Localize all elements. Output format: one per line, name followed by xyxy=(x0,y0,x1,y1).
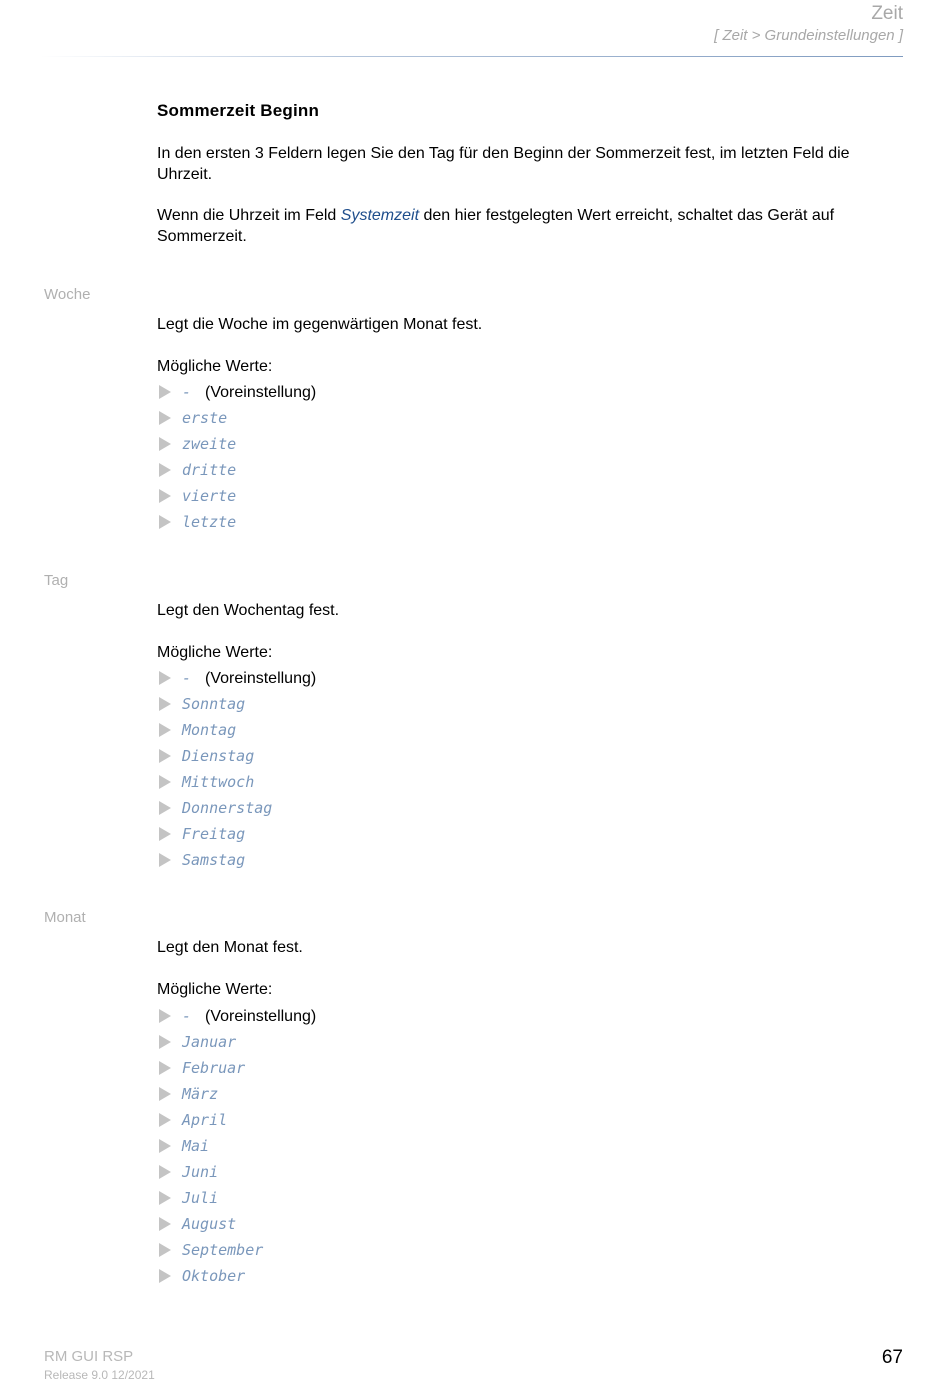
triangle-bullet-icon xyxy=(159,463,171,477)
list-item xyxy=(157,821,316,847)
field-label-woche: Woche xyxy=(44,286,91,303)
list-item xyxy=(157,457,316,483)
value-option: zweite xyxy=(182,435,237,453)
values-heading-tag: Mögliche Werte: xyxy=(157,644,273,661)
value-option: September xyxy=(182,1241,264,1259)
value-option: dritte xyxy=(182,461,237,479)
value-option: April xyxy=(182,1111,228,1129)
list-item xyxy=(157,1055,316,1081)
triangle-bullet-icon xyxy=(159,1243,171,1257)
value-option: März xyxy=(182,1085,219,1103)
default-note: (Voreinstellung) xyxy=(205,384,317,401)
triangle-bullet-icon xyxy=(159,1009,171,1023)
triangle-bullet-icon xyxy=(159,671,171,685)
field-description-tag: Legt den Wochentag fest. xyxy=(157,602,340,619)
footer-product: RM GUI RSP xyxy=(44,1348,134,1365)
value-option: Samstag xyxy=(182,851,246,869)
triangle-bullet-icon xyxy=(159,437,171,451)
list-item xyxy=(157,509,316,535)
header-title: Zeit xyxy=(871,3,903,24)
triangle-bullet-icon xyxy=(159,489,171,503)
paragraph-text-before: Wenn die Uhrzeit im Feld xyxy=(157,207,341,224)
header-divider xyxy=(40,56,903,57)
value-option: erste xyxy=(182,409,228,427)
triangle-bullet-icon xyxy=(159,801,171,815)
triangle-bullet-icon xyxy=(159,853,171,867)
list-item xyxy=(157,431,316,457)
list-item xyxy=(157,1029,316,1055)
list-item xyxy=(157,1159,316,1185)
paragraph-text-after: den hier festgelegten Wert erreicht, schaltet das Gerät auf Sommerzeit. xyxy=(157,207,835,245)
triangle-bullet-icon xyxy=(159,1217,171,1231)
values-list-tag xyxy=(157,665,316,873)
value-option: Juli xyxy=(182,1189,219,1207)
list-item xyxy=(157,379,316,405)
field-label-monat: Monat xyxy=(44,909,86,926)
value-option: August xyxy=(182,1215,237,1233)
triangle-bullet-icon xyxy=(159,749,171,763)
triangle-bullet-icon xyxy=(159,385,171,399)
list-item xyxy=(157,405,316,431)
intro-paragraph: In den ersten 3 Feldern legen Sie den Tag für den Beginn der Sommerzeit fest, im letzten Feld die Uhrzeit. xyxy=(157,145,850,183)
value-option: Sonntag xyxy=(182,695,246,713)
list-item xyxy=(157,483,316,509)
section-title: Sommerzeit Beginn xyxy=(157,101,320,120)
list-item xyxy=(157,1263,316,1289)
list-item xyxy=(157,1003,316,1029)
system-time-paragraph xyxy=(157,205,905,247)
triangle-bullet-icon xyxy=(159,723,171,737)
triangle-bullet-icon xyxy=(159,1035,171,1049)
value-option: Montag xyxy=(182,721,237,739)
list-item xyxy=(157,1081,316,1107)
value-option: Freitag xyxy=(182,825,246,843)
triangle-bullet-icon xyxy=(159,1139,171,1153)
page-number: 67 xyxy=(881,1347,903,1368)
value-option: Donnerstag xyxy=(182,799,273,817)
triangle-bullet-icon xyxy=(159,515,171,529)
values-heading-monat: Mögliche Werte: xyxy=(157,981,273,998)
value-option: Dienstag xyxy=(182,747,255,765)
triangle-bullet-icon xyxy=(159,1269,171,1283)
systemzeit-link[interactable]: Systemzeit xyxy=(340,207,420,224)
values-list-woche xyxy=(157,379,316,535)
footer-release: Release 9.0 12/2021 xyxy=(44,1368,155,1382)
list-item xyxy=(157,795,316,821)
list-item xyxy=(157,1185,316,1211)
triangle-bullet-icon xyxy=(159,1113,171,1127)
triangle-bullet-icon xyxy=(159,1087,171,1101)
value-option: - xyxy=(182,383,192,401)
list-item xyxy=(157,665,316,691)
value-option: Oktober xyxy=(182,1267,246,1285)
field-description-monat: Legt den Monat fest. xyxy=(157,939,303,956)
value-option: Juni xyxy=(182,1163,219,1181)
value-option: Mai xyxy=(182,1137,210,1155)
list-item xyxy=(157,1237,316,1263)
triangle-bullet-icon xyxy=(159,1061,171,1075)
list-item xyxy=(157,717,316,743)
breadcrumb: [ Zeit > Grundeinstellungen ] xyxy=(714,27,903,44)
field-description-woche: Legt die Woche im gegenwärtigen Monat fest. xyxy=(157,316,483,333)
triangle-bullet-icon xyxy=(159,411,171,425)
list-item xyxy=(157,1211,316,1237)
triangle-bullet-icon xyxy=(159,1191,171,1205)
list-item xyxy=(157,1107,316,1133)
list-item xyxy=(157,769,316,795)
value-option: letzte xyxy=(182,513,237,531)
list-item xyxy=(157,691,316,717)
value-option: - xyxy=(182,1007,192,1025)
values-heading-woche: Mögliche Werte: xyxy=(157,358,273,375)
list-item xyxy=(157,847,316,873)
value-option: vierte xyxy=(182,487,237,505)
triangle-bullet-icon xyxy=(159,827,171,841)
triangle-bullet-icon xyxy=(159,775,171,789)
value-option: Januar xyxy=(182,1033,237,1051)
value-option: - xyxy=(182,669,192,687)
list-item xyxy=(157,743,316,769)
triangle-bullet-icon xyxy=(159,1165,171,1179)
default-note: (Voreinstellung) xyxy=(205,670,317,687)
default-note: (Voreinstellung) xyxy=(205,1008,317,1025)
value-option: Mittwoch xyxy=(182,773,255,791)
value-option: Februar xyxy=(182,1059,246,1077)
triangle-bullet-icon xyxy=(159,697,171,711)
values-list-monat xyxy=(157,1003,316,1289)
list-item xyxy=(157,1133,316,1159)
field-label-tag: Tag xyxy=(44,572,69,589)
